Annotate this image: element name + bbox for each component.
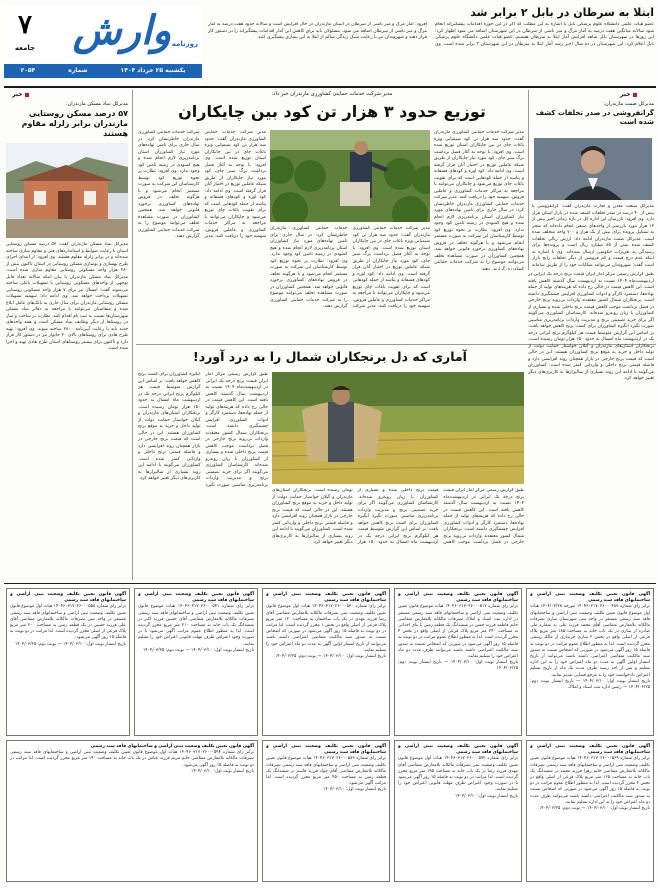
ad-title: آگهی قانون تعیین تکلیف وضعیت ثبتی اراضی و ساختمانهای فاقد سند رسمی: [530, 744, 650, 756]
legal-ad-8: [262, 740, 390, 882]
ad-body: برابر رای شماره ۱۴۰۴۶۰۳۱۷۰۲۶۰۰۰۵۷۲ هیات اول موضوع قانون تعیین تکلیف وضعیت ثبتی تصرفات مالکانه بلامعارض متقاضی آقای مهدی فرزند رضا در یک باب خانه به مساحت ۱۹۵ متر مربع محرز گردیده است. لذا مراتب در دو نوبت به فاصله ۱۵ روز آگهی می‌شود تا در صورت وجود اعتراض ظرف مهلت قانونی اعتراض خود را تسلیم نمایند.: [398, 756, 518, 793]
legal-ad-7: [394, 740, 522, 882]
tea-body-col3: مدیر شرکت خدمات حمایتی کشاورزی مازندران گفت: حدود سه هزار تن کود شیمیایی ویژه باغات چای در بین چایکاران استان توزیع شده است. وی افزود: با توجه به آغاز فصل برداشت برگ سبز چای، کود مورد نیاز چایکاران از طریق شبکه عاملین توزیع در اختیار آنان قرار گرفته است. وی ادامه داد: کود اوره و کودهای فسفاته و پتاسه از جمله کودهایی است که برای تقویت باغات چای توزیع می‌شود و چایکاران می‌توانند با مراجعه به مراکز خدمات کشاورزی و عاملین فروش، سهمیه خود را دریافت کنند. مدیر شرکت خدمات حمایتی کشاورزی مازندران خاطرنشان کرد: در سال جاری برای تامین نهاده‌های مورد نیاز کشاورزان استان برنامه‌ریزی لازم انجام شده و هیچ کمبودی در زمینه تامین کود وجود ندارد. وی افزود: نظارت بر نحوه توزیع کود توسط کارشناسان این شرکت به صورت مستمر انجام می‌شود و با هرگونه تخلف در فروش نهاده‌های کشاورزی برخورد قانونی خواهد شد. همچنین کشاورزان در صورت مشاهده تخلف می‌توانند موضوع را به شرکت خدمات حمایتی کشاورزی گزارش دهند.: [270, 226, 430, 309]
tea-headline: توزیع حدود ۳ هزار تن کود بین چایکاران: [178, 102, 486, 121]
tea-harvest-photo: [270, 130, 430, 222]
ad-footer: تاریخ انتشار نوبت اول: ۱۴۰۴/۰۳/۱۰ — تاریخ انتشار نوبت دوم: ۱۴۰۴/۰۳/۲۵ — رئیس اداره ثبت اسناد و املاک: [530, 678, 650, 691]
ad-title: آگهی قانون تعیین تکلیف وضعیت ثبتی اراضی و ساختمانهای فاقد سند رسمی: [398, 744, 518, 756]
left-story-body: مدیرکل بنیاد مسکن مازندران گفت: ۵۷ درصد مسکن روستایی استان با رعایت ضوابط و استانداردهای فنی و مقاوم سازی ساخته شده‌اند و در برابر زلزله مقاوم هستند. وی افزود: از ابتدای اجرای طرح بهسازی و نوسازی مسکن روستایی در استان تاکنون بیش از ۲۸۰ هزار واحد مسکونی روستایی مقاوم سازی شده است. مدیرکل بنیاد مسکن مازندران با بیان اینکه سالانه تعداد قابل توجهی از واحدهای مسکونی روستایی با تسهیلات بانکی ساخته می‌شوند گفت: امسال نیز برای ۷ هزار واحد مسکونی روستایی تسهیلات پرداخت خواهد شد. وی ادامه داد: سهمیه تسهیلات مسکن روستایی مازندران برای سال جاری به بانک‌های عامل ابلاغ شده و متقاضیان می‌توانند با مراجعه به دفاتر بنیاد مسکن شهرستان‌ها نسبت به ثبت نام اقدام کنند. نظارت بر ساخت و ساز در روستاها از دیگر وظایف بنیاد مسکن است و همه واحدهای جدید باید با رعایت آیین‌نامه ۲۸۰۰ ساخته شوند. وی افزود: تهیه طرح هادی برای روستاهای بالای ۲۰ خانوار نیز در دستور کار قرار دارد و تاکنون برای بیشتر روستاهای استان طرح هادی تهیه و اجرا شده است.: [6, 242, 128, 351]
ads-divider: [4, 583, 656, 584]
ad-title: آگهی قانون تعیین تکلیف وضعیت ثبتی اراضی و ساختمانهای فاقد سند رسمی: [266, 744, 386, 756]
section-name: جامعه: [14, 44, 36, 52]
ad-footer: تاریخ انتشار نوبت اول: ۱۴۰۴/۰۳/۱۰ — نوبت دوم: ۱۴۰۴/۰۳/۲۵: [142, 647, 254, 653]
tea-body-col2: مدیر شرکت خدمات حمایتی کشاورزی مازندران گفت: حدود سه هزار تن کود شیمیایی ویژه باغات چای در بین چایکاران استان توزیع شده است. وی افزود: با توجه به آغاز فصل برداشت برگ سبز چای، کود مورد نیاز چایکاران از طریق شبکه عاملین توزیع در اختیار آنان قرار گرفته است. وی ادامه داد: کود اوره و کودهای فسفاته و پتاسه از جمله کودهایی است که برای تقویت باغات چای توزیع می‌شود و چایکاران می‌توانند با مراجعه به مراکز خدمات کشاورزی و عاملین فروش، سهمیه خود را دریافت کنند. مدیر شرکت خدمات حمایتی کشاورزی مازندران خاطرنشان کرد: در سال جاری برای تامین نهاده‌های مورد نیاز کشاورزان استان برنامه‌ریزی لازم انجام شده و هیچ کمبودی در زمینه تامین کود وجود ندارد. وی افزود: نظارت بر نحوه توزیع کود توسط کارشناسان این شرکت به صورت مستمر انجام می‌شود و با هرگونه تخلف در فروش نهاده‌های کشاورزی برخورد قانونی خواهد شد. همچنین کشاورزان در صورت مشاهده تخلف می‌توانند موضوع را به شرکت خدمات حمایتی کشاورزی گزارش دهند.: [434, 130, 524, 270]
tea-kicker: مدیر شرکت خدمات حمایتی کشاورزی مازندران خبر داد:: [271, 91, 393, 97]
house-illustration: [6, 143, 128, 238]
tea-illustration: [270, 130, 430, 222]
tea-body: مدیر شرکت خدمات حمایتی کشاورزی مازندران گفت: حدود سه هزار تن کود شیمیایی ویژه باغات چای در بین چایکاران استان توزیع شده است. وی افزود: با توجه به آغاز فصل برداشت برگ سبز چای، کود مورد نیاز چایکاران از طریق شبکه عاملین توزیع در اختیار آنان قرار گرفته است. وی ادامه داد: کود اوره و کودهای فسفاته و پتاسه از جمله کودهایی است که برای تقویت باغات چای توزیع می‌شود و چایکاران می‌توانند با مراجعه به مراکز خدمات کشاورزی و عاملین فروش، سهمیه خود را دریافت کنند. مدیر شرکت خدمات حمایتی کشاورزی مازندران خاطرنشان کرد: در سال جاری برای تامین نهاده‌های مورد نیاز کشاورزان استان برنامه‌ریزی لازم انجام شده و هیچ کمبودی در زمینه تامین کود وجود ندارد. وی افزود: نظارت بر نحوه توزیع کود توسط کارشناسان این شرکت به صورت مستمر انجام می‌شود و با هرگونه تخلف در فروش نهاده‌های کشاورزی برخورد قانونی خواهد شد. همچنین کشاورزان در صورت مشاهده تخلف می‌توانند موضوع را به شرکت خدمات حمایتی کشاورزی گزارش دهند.: [138, 130, 266, 239]
right-headline: گرانفروشی در صدر تخلفات کشف شده است: [535, 109, 654, 126]
ad-footer: تاریخ انتشار نوبت اول: ۱۴۰۴/۰۳/۱۰: [323, 787, 386, 793]
ad-body: برابر رای شماره ۱۴۰۴۶۰۳۱۷۰۲۶۰۰۰۵۴۱ هیات موضوع قانون تعیین تکلیف وضعیت ثبتی اراضی و ساختمانهای فاقد سند رسمی تصرفات مالکانه بلامعارض متقاضی آقای حسین فرزند اکبر در ششدانگ یک باب خانه به مساحت ۲۱۰ متر مربع محرز گردیده است. لذا به منظور اطلاع عموم مراتب آگهی می‌شود تا در صورت وجود اعتراض ظرف مهلت قانونی اعتراض خود را تسلیم نمایند.: [138, 604, 255, 647]
right-tag: خبر: [620, 91, 637, 99]
logo-text: وارش: [72, 7, 172, 54]
ad-body: برابر رای شماره ۱۴۰۴۶۰۳۱۷۰۲۶۰۰۰۵۱۲ هیات موضوع قانون تعیین تکلیف وضعیت ثبتی اراضی و ساختمانهای فاقد سند رسمی مستقر در اداره ثبت اسناد و املاک تصرفات مالکانه بلامعارض متقاضی خانم فاطمه فرزند حسن در ششدانگ یک قطعه زمین با بنای احداثی به مساحت ۲۴۰ متر مربع پلاک فرعی از اصلی واقع در بخش ۴ محرز گردیده است. لذا به منظور اطلاع عموم مراتب در دو نوبت به فاصله ۱۵ روز آگهی می‌شود در صورتی که اشخاص نسبت به صدور سند مالکیت اعتراضی داشته باشند می‌توانند ظرف مدت دو ماه اعتراض خود را تسلیم نمایند.: [398, 604, 518, 660]
ad-body: برابر رای شماره ۱۴۰۴۶۰۳۱۷۰۲۶۰۰۰۵۸۳ هیات موضوع قانون تعیین تکلیف وضعیت ثبتی اراضی و ساختمانهای فاقد سند رسمی تصرفات مالکانه بلامعارض متقاضی آقای جواد فرزند قاسم در ششدانگ یک قطعه زمین به مساحت ۴۵۰ متر مربع محرز گردیده است. لذا مراتب آگهی می‌شود.: [266, 756, 387, 787]
rice-body-center: طبق گزارش رسمی مرکز آمار ایران قیمت برنج درجه یک ایرانی در اردیبهشت‌ماه ۱۴۰۴ نسبت به اردیبهشت سال گذشته کاهش یافته است. این کاهش قیمت در حالی رخ داده که هزینه‌های تولید از جمله نهاده‌ها، دستمزد کارگر و ادوات کشاورزی افزایش چشمگیری داشته است. برنجکاران شمال کشور معتقدند واردات بی‌رویه برنج خارجی در فصل برداشت موجب کاهش قیمت برنج داخلی شده و بسیاری از کشاورزان با زیان روبه‌رو شده‌اند. کارشناسان کشاورزی می‌گویند اگر برای خرید تضمینی برنج و مدیریت واردات برنامه‌ریزی مناسبی صورت نگیرد انگیزه کشاورزان برای کشت برنج کاهش خواهد یافت. بر اساس این گزارش متوسط قیمت هر کیلوگرم برنج ایرانی درجه یک در اردیبهشت ماه امسال به حدود ۱۵۰ هزار تومان رسیده است. برنجکاران استان‌های مازندران و گیلان خواستار حمایت دولت از تولید داخل و خرید به موقع برنج کشاورزان هستند. این در حالی است که قیمت برنج خارجی در بازار همچنان روند افزایشی دارد و فاصله قیمتی برنج داخلی و وارداتی کمتر شده است. کشاورزان می‌گویند با ادامه این روند بسیاری از شالیزارها به کاربری‌های دیگر تغییر خواهد کرد.: [272, 488, 524, 545]
ad-title: آگهی قانون تعیین تکلیف وضعیت ثبتی اراضی و ساختمانهای فاقد سند رسمی: [530, 592, 650, 604]
ad-footer: تاریخ انتشار نوبت اول: ۱۴۰۴/۰۳/۱۰ — نوبت دوم: ۱۴۰۴/۰۳/۲۵: [538, 806, 650, 812]
page-number: ۷: [18, 10, 32, 40]
legal-ad-2: [394, 588, 522, 736]
portrait-illustration: [534, 138, 652, 200]
rice-headline: آماری که دل برنجکاران شمال را به درد آورد!: [193, 349, 467, 364]
divider: [4, 86, 656, 88]
column-rule: [132, 90, 133, 580]
rice-body-right: طبق گزارش رسمی مرکز آمار ایران قیمت برنج درجه یک ایرانی در اردیبهشت‌ماه ۱۴۰۴ نسبت به اردیبهشت سال گذشته کاهش یافته است. این کاهش قیمت در حالی رخ داده که هزینه‌های تولید از جمله نهاده‌ها، دستمزد کارگر و ادوات کشاورزی افزایش چشمگیری داشته است. برنجکاران شمال کشور معتقدند واردات بی‌رویه برنج خارجی در فصل برداشت موجب کاهش قیمت برنج داخلی شده و بسیاری از کشاورزان با زیان روبه‌رو شده‌اند. کارشناسان کشاورزی می‌گویند اگر برای خرید تضمینی برنج و مدیریت واردات برنامه‌ریزی مناسبی صورت نگیرد انگیزه کشاورزان برای کشت برنج کاهش خواهد یافت. بر اساس این گزارش متوسط قیمت هر کیلوگرم برنج ایرانی درجه یک در اردیبهشت ماه امسال به حدود ۱۵۰ هزار تومان رسیده است. برنجکاران استان‌های مازندران و گیلان خواستار حمایت دولت از تولید داخل و خرید به موقع برنج کشاورزان هستند. این در حالی است که قیمت برنج خارجی در بازار همچنان روند افزایشی دارد و فاصله قیمتی برنج داخلی و وارداتی کمتر شده است. کشاورزان می‌گویند با ادامه این روند بسیاری از شالیزارها به کاربری‌های دیگر تغییر خواهد کرد.: [528, 272, 654, 381]
legal-ad-1: [526, 588, 654, 736]
legal-ad-3: [262, 588, 390, 736]
rice-body-left: طبق گزارش رسمی مرکز آمار ایران قیمت برنج درجه یک ایرانی در اردیبهشت‌ماه ۱۴۰۴ نسبت به اردیبهشت سال گذشته کاهش یافته است. این کاهش قیمت در حالی رخ داده که هزینه‌های تولید از جمله نهاده‌ها، دستمزد کارگر و ادوات کشاورزی افزایش چشمگیری داشته است. برنجکاران شمال کشور معتقدند واردات بی‌رویه برنج خارجی در فصل برداشت موجب کاهش قیمت برنج داخلی شده و بسیاری از کشاورزان با زیان روبه‌رو شده‌اند. کارشناسان کشاورزی می‌گویند اگر برای خرید تضمینی برنج و مدیریت واردات برنامه‌ریزی مناسبی صورت نگیرد انگیزه کشاورزان برای کشت برنج کاهش خواهد یافت. بر اساس این گزارش متوسط قیمت هر کیلوگرم برنج ایرانی درجه یک در اردیبهشت ماه امسال به حدود ۱۵۰ هزار تومان رسیده است. برنجکاران استان‌های مازندران و گیلان خواستار حمایت دولت از تولید داخل و خرید به موقع برنج کشاورزان هستند. این در حالی است که قیمت برنج خارجی در بازار همچنان روند افزایشی دارد و فاصله قیمتی برنج داخلی و وارداتی کمتر شده است. کشاورزان می‌گویند با ادامه این روند بسیاری از شالیزارها به کاربری‌های دیگر تغییر خواهد کرد.: [138, 372, 268, 488]
ad-title: آگهی قانون تعیین تکلیف وضعیت ثبتی اراضی و ساختمانهای فاقد سند رسمی: [138, 592, 254, 604]
top-story-body: عضو هیات علمی دانشگاه علوم پزشکی بابل با اشاره به این مطلب که اگر در این حوزه اقدامات پیشگیرانه انجام شود سالانه میانگین هفت درصد به آمار مرگ و میر ناشی از سرطان در این شهرستان اضافه می شود اظهار کرد: این روزها در شهرستان بابل شاهد افزایش آمار ابتلا به سرطان هستیم. عضو هیات علمی دانشگاه علوم پزشکی بابل اعلام کرد: این شهرستان در ده سال اخیر رشد آمار ابتلا به سرطان در این شهرستان ۲ برابر شده است. وی افزود: آمار مرگ و میر ناشی از سرطان در استان مازندران در حال افزایش است و سالانه حدود هفت درصد به آمار مرگ و میر ناشی از سرطان اضافه می شود. مسئولان باید برای کاهش این آمار اقدامات پیشگیرانه را در دستور کار قرار دهند و شهروندان نیز با رعایت سبک زندگی سالم از ابتلا به این بیماری پیشگیری کنند.: [208, 22, 654, 47]
legal-ad-9: [6, 740, 258, 882]
top-headline: ابتلا به سرطان در بابل ۲ برابر شد: [470, 6, 654, 19]
legal-ad-5: [6, 588, 130, 736]
column-rule: [528, 90, 529, 270]
ad-body: برابر رای شماره ۱۴۰۴۶۰۳۱۷۰۲۶۰۰۰۴۸۷ مورخه ۱۴۰۴/۰۲/۲۸ هیات اول موضوع قانون تعیین تکلیف وضعیت ثبتی اراضی و ساختمانهای فاقد سند رسمی مستقر در واحد ثبتی شهرستان ساری تصرفات مالکانه بلامعارض متقاضی آقای محمد فرزند علی به شماره ملی صادره از ساری در یک باب خانه به مساحت ۱۸۵ متر مربع پلاک فرعی از اصلی واقع در بخش ۲ ساری خریداری از مالک رسمی محرز گردیده است. لذا به منظور اطلاع عموم مراتب در دو نوبت به فاصله ۱۵ روز آگهی می‌شود در صورتی که اشخاص نسبت به صدور سند مالکیت متقاضی اعتراضی داشته باشند می‌توانند از تاریخ انتشار اولین آگهی به مدت دو ماه اعتراض خود را به این اداره تسلیم و پس از اخذ رسید ظرف مدت یک ماه از تاریخ تسلیم اعتراض دادخواست خود را به مرجع قضایی تقدیم نمایند.: [530, 604, 650, 678]
right-kicker: مدیرکل صمت مازندران:: [603, 101, 654, 107]
ad-title: آگهی قانون تعیین تکلیف وضعیت ثبتی اراضی و ساختمانهای فاقد سند رسمی: [266, 592, 386, 604]
ad-footer: تاریخ انتشار نوبت اول: ۱۴۰۴/۰۳/۱۰: [455, 793, 518, 799]
ad-body: برابر رای شماره ۱۴۰۴۶۰۳۱۷۰۲۶۰۰۰۵۵۸ هیات اول موضوع قانون تعیین تکلیف وضعیت ثبتی اراضی و ساختمانهای فاقد سند رسمی مستقر در واحد ثبتی تصرفات مالکانه بلامعارض متقاضی آقای علی فرزند حسین در یک قطعه زمین به مساحت ۳۰۰ متر مربع پلاک فرعی از اصلی محرز گردیده است. لذا مراتب در دو نوبت به فاصله ۱۵ روز آگهی می‌شود.: [10, 604, 126, 641]
ad-title: آگهی قانون تعیین تکلیف وضعیت ثبتی اراضی و ساختمانهای فاقد سند رسمی: [398, 592, 518, 604]
right-story-body: مدیرکل صنعت معدن و تجارت مازندران گفت: گرانفروشی با بیش از ۴۰ درصد در صدر تخلفات کشف شده در بازار استان قرار دارد. وی افزود: بازرسان این اداره کل در بازه زمانی اخیر بیش از ۱۲ هزار مورد بازرسی از واحدهای صنفی انجام داده‌اند که منجر به تشکیل پرونده برای بیش از یک هزار و ۷۰۰ واحد متخلف شده است. مدیرکل صمت مازندران ادامه داد: ارزش ریالی تخلفات کشف شده بیش از ۸۵ میلیارد ریال است و پرونده‌ها برای رسیدگی به تعزیرات حکومتی ارسال شده‌اند. وی با اشاره به اینکه عدم درج قیمت و کم فروشی از دیگر تخلفات رایج بازار است گفت: شهروندان می‌توانند شکایات خود را از طریق سامانه: [532, 204, 654, 268]
ad-footer: تاریخ انتشار نوبت اول: ۱۴۰۴/۰۳/۱۰ — نوبت دوم: ۱۴۰۴/۰۳/۲۵: [274, 654, 386, 660]
issue-date: یکشنبه ۲۵ خرداد ۱۴۰۴: [120, 66, 186, 74]
logo-prefix: روزنامه: [171, 40, 198, 48]
house-photo: [6, 143, 128, 238]
issue-label: شماره: [68, 66, 88, 74]
masthead: [4, 6, 202, 84]
legal-ad-6: [526, 740, 654, 882]
ad-title: آگهی قانون تعیین تکلیف وضعیت ثبتی اراضی و ساختمانهای فاقد سند رسمی: [10, 592, 126, 604]
ad-footer: تاریخ انتشار نوبت اول: ۱۴۰۴/۰۳/۱۰ — نوبت دوم: ۱۴۰۴/۰۳/۲۵: [14, 641, 126, 647]
left-kicker: مدیرکل بنیاد مسکن مازندران:: [65, 101, 128, 107]
ad-body: برابر رای شماره ۱۴۰۴۶۰۳۱۷۰۲۶۰۰۰۵۹۴ هیات اول موضوع قانون تعیین تکلیف وضعیت ثبتی اراضی و ساختمانهای فاقد سند رسمی تصرفات مالکانه بلامعارض متقاضی خانم مریم فرزند عباس در یک باب خانه به مساحت ۱۴۰ متر مربع محرز گردیده است. لذا مراتب در دو نوبت به فاصله ۱۵ روز آگهی می‌شود.: [10, 750, 254, 768]
official-portrait: [534, 138, 652, 200]
legal-ad-4: [134, 588, 258, 736]
ad-footer: تاریخ انتشار نوبت اول: ۱۴۰۴/۰۳/۱۰: [191, 768, 254, 774]
ad-footer: تاریخ انتشار نوبت اول: ۱۴۰۴/۰۳/۱۰ — تاریخ انتشار نوبت دوم: ۱۴۰۴/۰۳/۲۵: [398, 660, 518, 672]
left-tag: خبر: [12, 91, 29, 99]
left-headline: ۵۷ درصد مسکن روستایی مازندران برابر زلزله مقاوم هستند: [21, 109, 128, 138]
rice-farmer-photo: [272, 372, 524, 484]
ad-body: برابر رای شماره ۱۴۰۴۶۰۳۱۷۰۲۶۰۰۰۵۶۹ هیات موضوع قانون تعیین تکلیف وضعیت ثبتی اراضی و ساختمانهای فاقد سند رسمی تصرفات مالکانه بلامعارض متقاضی خانم زهرا فرزند محمد در ششدانگ یک باب خانه به مساحت ۱۶۵ متر مربع پلاک فرعی از اصلی واقع در بخش ۲ محرز گردیده است. لذا به منظور اطلاع عموم مراتب در دو نوبت به فاصله ۱۵ روز آگهی می‌شود در صورتی که اشخاص نسبت به صدور سند مالکیت اعتراضی داشته باشند می‌توانند ظرف مدت دو ماه اعتراض خود را به این اداره تسلیم نمایند.: [530, 756, 651, 805]
rice-illustration: [272, 372, 524, 484]
ad-body: برابر رای شماره ۱۴۰۴۶۰۳۱۷۰۲۶۰۰۰۵۳۰ هیات اول موضوع قانون تعیین تکلیف وضعیت ثبتی تصرفات مالکانه بلامعارض متقاضی آقای رضا فرزند مهدی در یک باب ساختمان به مساحت ۱۲۰ متر مربع پلاک فرعی از اصلی واقع در بخش ۱ محرز گردیده است. لذا مراتب در دو نوبت به فاصله ۱۵ روز آگهی می‌شود در صورتی که اشخاص نسبت به صدور سند مالکیت متقاضی اعتراضی داشته باشند می‌توانند از تاریخ انتشار اولین آگهی به مدت دو ماه اعتراض خود را تسلیم نمایند.: [266, 604, 386, 653]
issue-number: ۲۰۵۴: [20, 66, 36, 74]
masthead-date-bar: [4, 64, 202, 78]
ad-title: آگهی قانون تعیین تکلیف وضعیت ثبتی اراضی و ساختمانهای فاقد سند رسمی: [90, 744, 254, 749]
